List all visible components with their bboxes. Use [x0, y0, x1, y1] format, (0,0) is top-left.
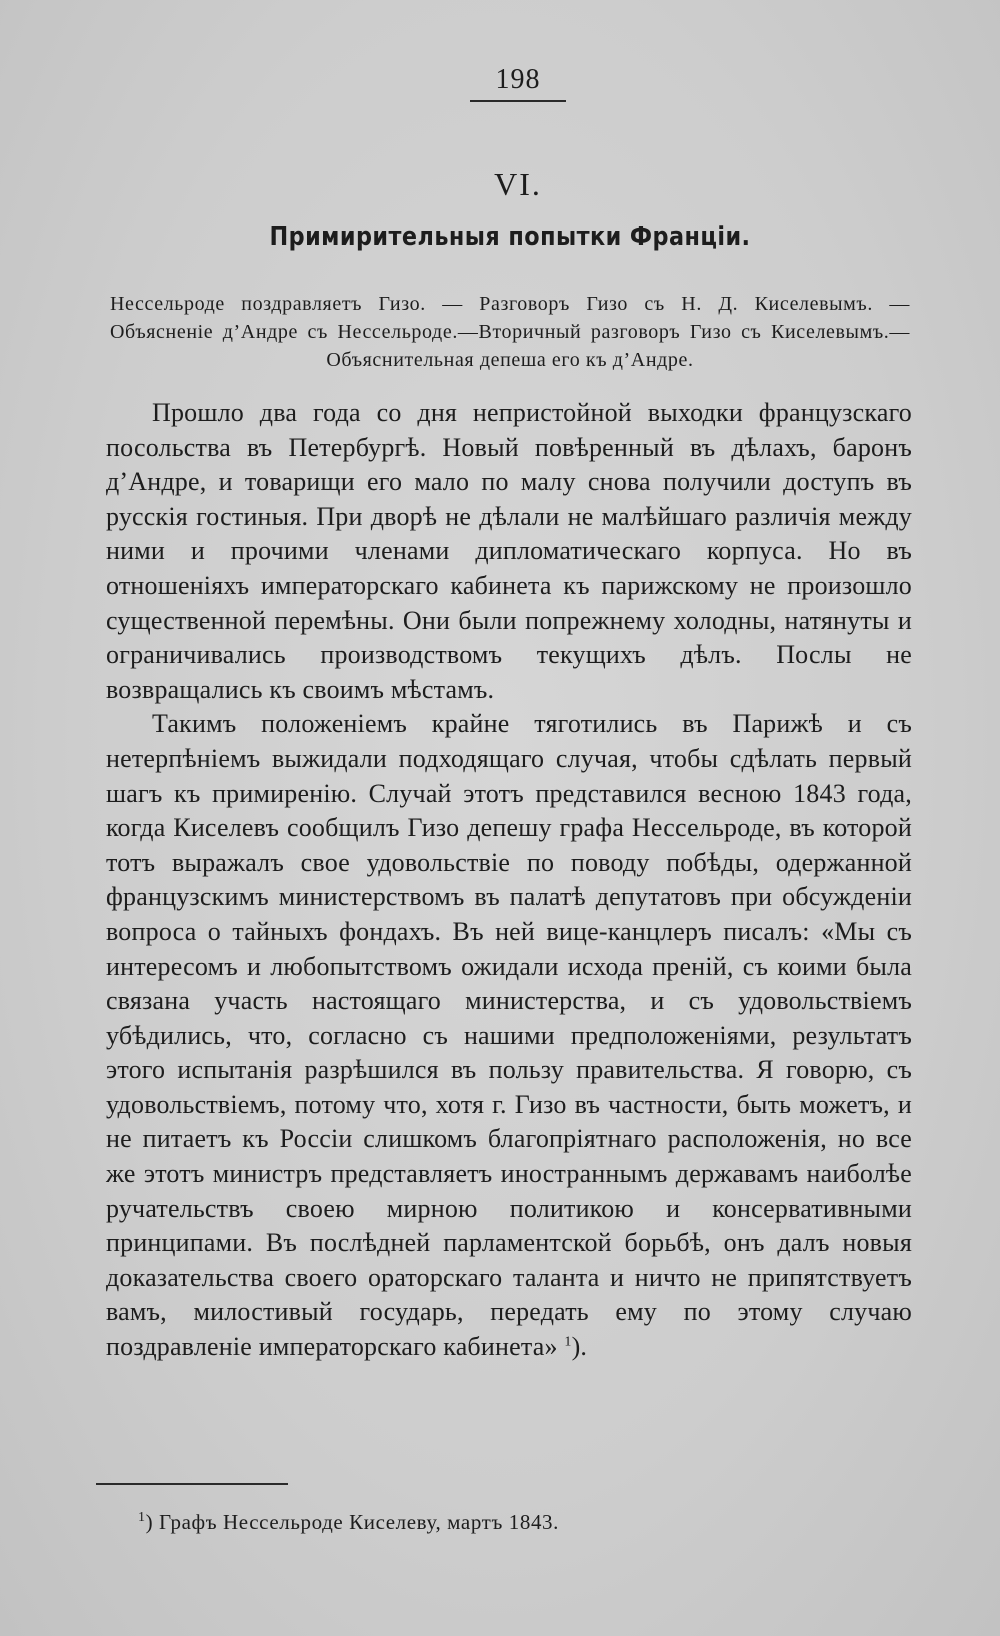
page-number-rule: [470, 100, 566, 102]
footnote-mark: 1: [138, 1510, 146, 1525]
paragraph-2-end: ).: [571, 1332, 588, 1362]
footnote-rule: [96, 1483, 288, 1485]
page-number: 198: [495, 64, 541, 95]
chapter-synopsis: Нессельроде поздравляетъ Гизо. — Разговоръ Гизо съ Н. Д. Киселевымъ. — Объясненіе д’Андре съ Нессельроде.—Вторичный разговоръ Гизо съ Киселевымъ.—Объяснительная депеша его къ д’Андре.: [110, 293, 910, 371]
paragraph-2-text: Такимъ положеніемъ крайне тяготились въ Парижѣ и съ нетерпѣніемъ выжидали подходящаго случая, чтобы сдѣлать первый шагъ къ примиренію. Случай этотъ представился весною 1843 года, когда Киселевъ сообщилъ Гизо депешу графа Нессельроде, въ которой тотъ выражалъ свое удовольствіе по поводу побѣды, одержанной французскимъ министерствомъ въ палатѣ депутатовъ при обсужденіи вопроса о тайныхъ фондахъ. Въ ней вице-канцлеръ писалъ: «Мы съ интересомъ и любопытствомъ ожидали исхода преній, съ коими была связана участь настоящаго министерства, и съ удовольствіемъ убѣдились, что, согласно съ нашими предположеніями, результатъ этого испытанія разрѣшился въ пользу правительства. Я говорю, съ удовольствіемъ, потому что, хотя г. Гизо въ частности, быть можетъ, и не питаетъ къ Россіи слишкомъ благопріятнаго расположенія, но все же этотъ министръ представляетъ иностраннымъ державамъ наиболѣе ручательствъ своею мирною политикою и консервативными принципами. Въ послѣдней парламентской борьбѣ, онъ далъ новыя доказательства своего ораторскаго таланта и ничто не припятствуетъ вамъ, милостивый государь, передать ему по этому случаю поздравленіе императорскаго кабинета»: [106, 709, 912, 1362]
chapter-numeral: VI.: [494, 166, 542, 202]
paragraph-1: [106, 396, 912, 707]
paragraph-2: [106, 707, 912, 1364]
footnote-text: ) Графъ Нессельроде Киселеву, мартъ 1843.: [145, 1510, 560, 1534]
footnote-reference: 1: [564, 1334, 572, 1350]
body-text: [106, 396, 912, 1365]
paragraph-1-text: Прошло два года со дня непристойной выходки французскаго посольства въ Петербургѣ. Новый повѣренный въ дѣлахъ, баронъ д’Андре, и товарищи его мало по малу снова получили доступъ въ русскія гостиныя. При дворѣ не дѣлали не малѣйшаго различія между ними и прочими членами дипломатическаго корпуса. Но въ отношеніяхъ императорскаго кабинета къ парижскому не произошло существенной перемѣны. Они были попрежнему холодны, натянуты и ограничивались производствомъ текущихъ дѣлъ. Послы не возвращались къ своимъ мѣстамъ.: [106, 398, 912, 704]
footnote: [138, 1510, 898, 1535]
chapter-title: Примирительныя попытки Франціи.: [269, 222, 751, 252]
